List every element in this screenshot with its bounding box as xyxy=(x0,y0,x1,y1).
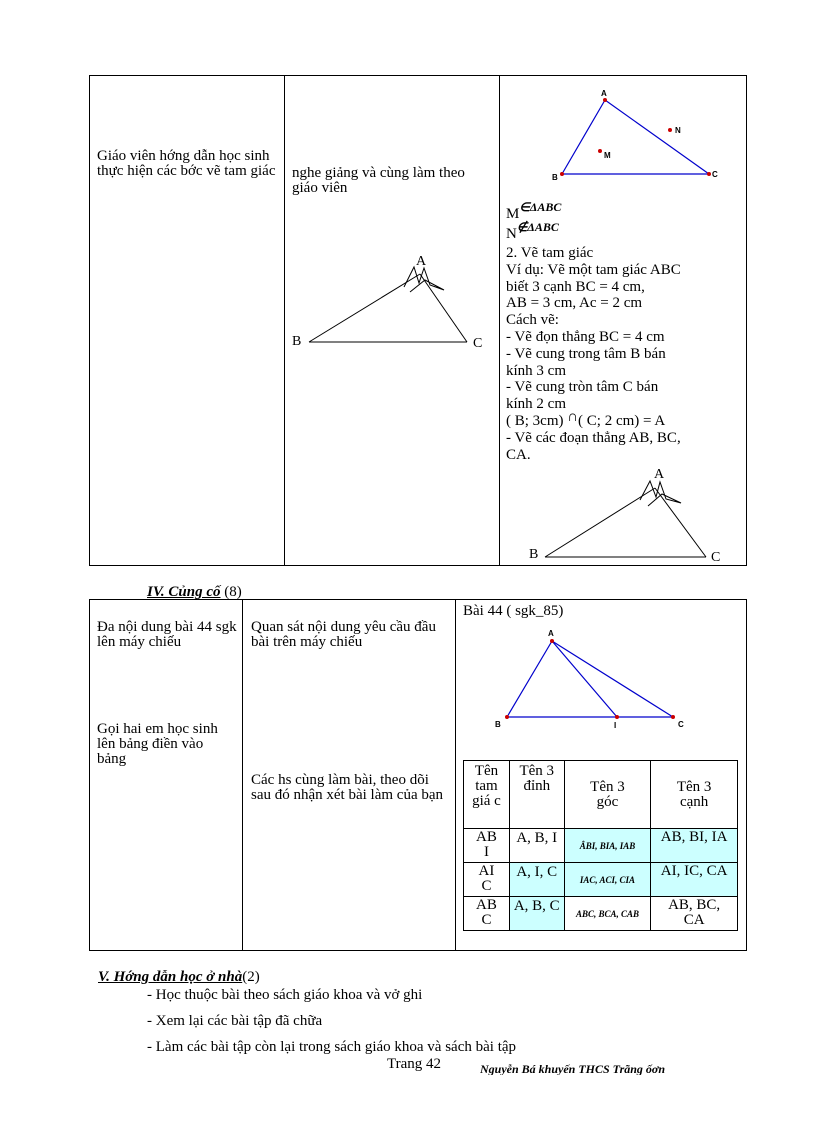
col3-label-b: B xyxy=(529,547,539,562)
table-cell: A, B, C xyxy=(509,897,564,931)
fig2-label-c: C xyxy=(678,720,684,729)
header-cell: Tên 3 đỉnh xyxy=(509,761,564,829)
section5-heading: V. Hớng dẫn học ở nhà(2) xyxy=(98,969,260,985)
triangle-table xyxy=(463,760,738,931)
table-cell: AB, BI, IA xyxy=(651,829,738,863)
fig2-label-i: I xyxy=(614,721,617,730)
intersection-line: ( B; 3cm) ∩( C; 2 cm) = A xyxy=(506,408,666,429)
page-number: Trang 42 xyxy=(387,1056,442,1072)
fig1-label-c: C xyxy=(712,170,718,179)
point-i xyxy=(615,715,619,719)
m-symbol: ∈ΔABC xyxy=(519,200,562,214)
student-response-2: Các hs cùng làm bài, theo dõi sau đó nhận xét bài làm của bạn xyxy=(251,772,444,803)
m-letter: M xyxy=(506,206,520,222)
step-line: Ví dụ: Vẽ một tam giác ABC xyxy=(506,261,681,278)
student-response-1: Quan sát nội dung yêu cầu đầu bài trên máy chiếu xyxy=(251,619,436,650)
table-row xyxy=(464,897,738,931)
table-header-row xyxy=(464,761,738,829)
table-cell: A, I, C xyxy=(509,863,564,897)
header-cell: Tên 3 cạnh xyxy=(651,761,738,829)
table-cell: AB C xyxy=(464,897,510,931)
homework-item-3: - Làm các bài tập còn lại trong sách giáo khoa và sách bài tập xyxy=(147,1039,517,1055)
fig1-label-m: M xyxy=(604,151,611,160)
table-cell: ABC, BCA, CAB xyxy=(564,897,651,931)
homework-item-1: - Học thuộc bài theo sách giáo khoa và vở ghi xyxy=(147,987,423,1003)
step-line: - Vẽ cung trong tâm B bán xyxy=(506,345,666,362)
author-footer: Nguyễn Bá khuyến THCS Trãng ốơn xyxy=(480,1062,666,1075)
col2-label-c: C xyxy=(473,336,483,351)
step-line: kính 2 cm xyxy=(506,396,566,413)
table-cell: IAC, ACI, CIA xyxy=(564,863,651,897)
fig1-label-n: N xyxy=(675,126,681,135)
col3-label-a: A xyxy=(654,467,665,482)
step-line: kính 3 cm xyxy=(506,362,566,379)
table-row xyxy=(464,863,738,897)
header-cell: Tên 3 góc xyxy=(564,761,651,829)
step-line: CA. xyxy=(506,446,531,463)
exercise-title: Bài 44 ( sgk_85) xyxy=(463,603,564,619)
table-cell: AB I xyxy=(464,829,510,863)
table-cell: ÂBI, BIA, IAB xyxy=(564,829,651,863)
step-line: AB = 3 cm, Ac = 2 cm xyxy=(506,295,643,312)
header-cell: Tên tam giá c xyxy=(464,761,510,829)
teacher-instruction-1: Đa nội dung bài 44 sgk lên máy chiếu xyxy=(97,619,237,650)
step-line: Cách vẽ: xyxy=(506,312,559,329)
point-c xyxy=(671,715,675,719)
step-line: - Vẽ đọn thẳng BC = 4 cm xyxy=(506,328,665,345)
point-b xyxy=(505,715,509,719)
n-symbol: ∉ΔABC xyxy=(516,220,559,234)
col2-label-a: A xyxy=(416,254,427,269)
intersection-icon: ∩ xyxy=(567,408,579,425)
n-letter: N xyxy=(506,226,517,242)
table-cell: A, B, I xyxy=(509,829,564,863)
col3-label-c: C xyxy=(711,550,721,565)
step-line: biết 3 cạnh BC = 4 cm, xyxy=(506,278,645,295)
fig1-label-b: B xyxy=(552,173,558,182)
section4-heading: IV. Củng cố (8) xyxy=(147,584,242,600)
homework-item-2: - Xem lại các bài tập đã chữa xyxy=(147,1013,323,1029)
table-row xyxy=(464,829,738,863)
point-a xyxy=(550,639,554,643)
fig2-label-a: A xyxy=(548,629,554,638)
col2-label-b: B xyxy=(292,334,302,349)
step-line: 2. Vẽ tam giác xyxy=(506,245,594,261)
teacher-activity-text: Giáo viên hớng dẫn học sinh thực hiện các bớc vẽ tam giác xyxy=(97,148,276,179)
teacher-instruction-2: Gọi hai em học sinh lên bảng điền vào bảng xyxy=(97,721,218,767)
fig2-label-b: B xyxy=(495,720,501,729)
student-activity-text: nghe giảng và cùng làm theo giáo viên xyxy=(292,165,465,196)
step-line: - Vẽ cung tròn tâm C bán xyxy=(506,379,659,396)
step-line: - Vẽ các đoạn thẳng AB, BC, xyxy=(506,429,681,446)
table-cell: AB, BC, CA xyxy=(651,897,738,931)
fig1-label-a: A xyxy=(601,89,607,98)
table-cell: AI, IC, CA xyxy=(651,863,738,897)
table-cell: AI C xyxy=(464,863,510,897)
